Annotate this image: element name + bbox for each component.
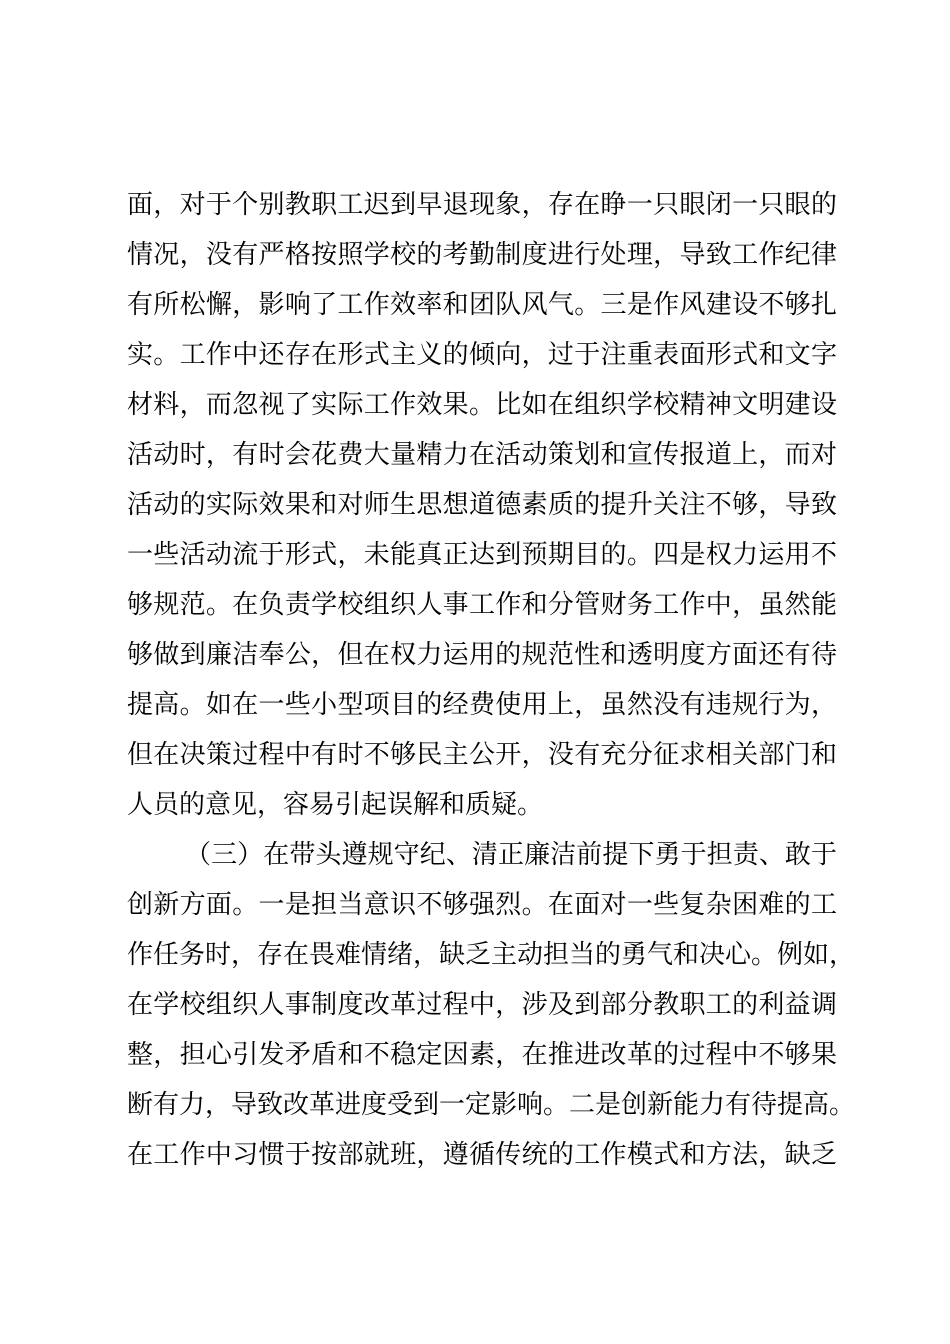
text-line: 实。工作中还存在形式主义的倾向，过于注重表面形式和文字 (127, 340, 837, 370)
text-line: 断有力，导致改革进度受到一定影响。二是创新能力有待提高。 (127, 1090, 856, 1120)
text-line: 活动时，有时会花费大量精力在活动策划和宣传报道上，而对 (127, 440, 837, 470)
text-line: 活动的实际效果和对师生思想道德素质的提升关注不够，导致 (127, 490, 837, 520)
text-line: 在工作中习惯于按部就班，遵循传统的工作模式和方法，缺乏 (127, 1140, 837, 1170)
text-line: 够规范。在负责学校组织人事工作和分管财务工作中，虽然能 (127, 590, 837, 620)
text-line: 人员的意见，容易引起误解和质疑。 (127, 790, 544, 820)
text-line: 材料，而忽视了实际工作效果。比如在组织学校精神文明建设 (127, 390, 837, 420)
text-line: 面，对于个别教职工迟到早退现象，存在睁一只眼闭一只眼的 (127, 190, 837, 220)
text-line: 提高。如在一些小型项目的经费使用上，虽然没有违规行为， (127, 690, 837, 720)
section-heading-line: （三）在带头遵规守纪、清正廉洁前提下勇于担责、敢于 (185, 840, 837, 870)
text-line: 创新方面。一是担当意识不够强烈。在面对一些复杂困难的工 (127, 890, 837, 920)
text-line: 但在决策过程中有时不够民主公开，没有充分征求相关部门和 (127, 740, 837, 770)
text-line: 一些活动流于形式，未能真正达到预期目的。四是权力运用不 (127, 540, 837, 570)
body-text (127, 180, 856, 1180)
text-line: 作任务时，存在畏难情绪，缺乏主动担当的勇气和决心。例如， (127, 940, 856, 970)
text-line: 够做到廉洁奉公，但在权力运用的规范性和透明度方面还有待 (127, 640, 837, 670)
text-line: 有所松懈，影响了工作效率和团队风气。三是作风建设不够扎 (127, 290, 837, 320)
text-line: 在学校组织人事制度改革过程中，涉及到部分教职工的利益调 (127, 990, 837, 1020)
text-line: 情况，没有严格按照学校的考勤制度进行处理，导致工作纪律 (127, 240, 837, 270)
text-line: 整，担心引发矛盾和不稳定因素，在推进改革的过程中不够果 (127, 1040, 837, 1070)
